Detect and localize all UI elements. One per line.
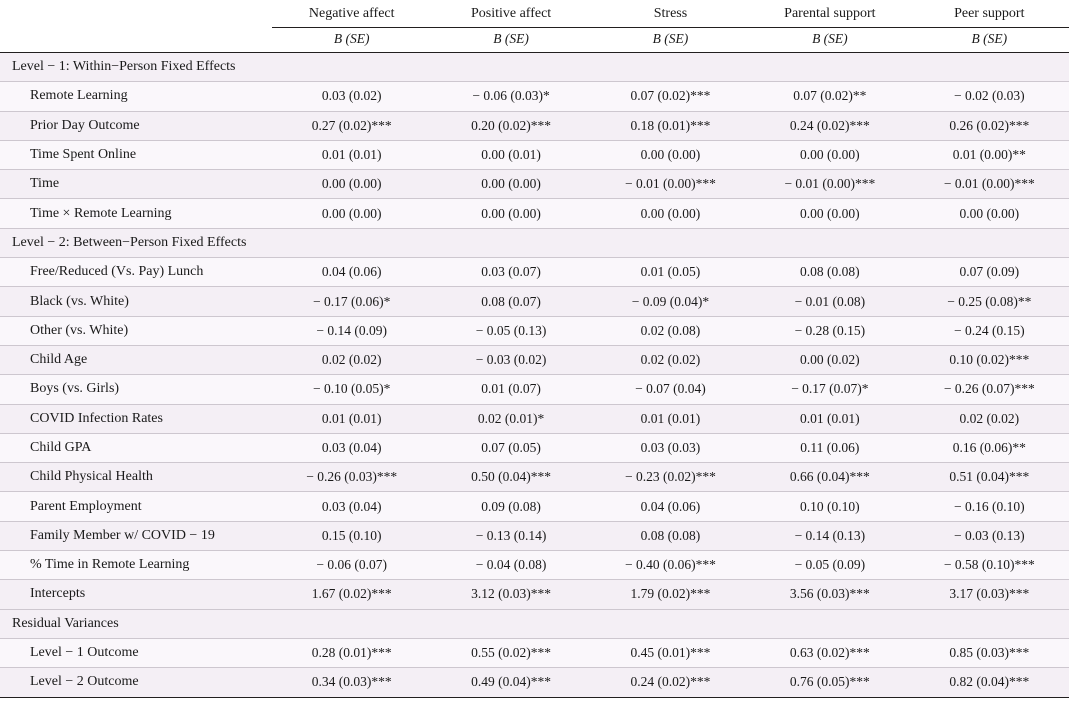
- row-value: 0.24 (0.02)***: [750, 111, 909, 140]
- row-value: − 0.04 (0.08): [431, 551, 590, 580]
- row-value: − 0.03 (0.13): [910, 521, 1069, 550]
- row-value: 0.27 (0.02)***: [272, 111, 431, 140]
- row-value: 0.07 (0.05): [431, 433, 590, 462]
- row-value: 1.67 (0.02)***: [272, 580, 431, 609]
- row-label: Black (vs. White): [0, 287, 272, 316]
- table-row: [0, 345, 1069, 374]
- row-value: 0.03 (0.07): [431, 258, 590, 287]
- row-value: 0.00 (0.01): [431, 140, 590, 169]
- row-value: − 0.28 (0.15): [750, 316, 909, 345]
- column-subheader-positive-affect: B (SE): [493, 31, 529, 46]
- column-header-parental-support: Parental support: [750, 0, 909, 28]
- table-body: [0, 53, 1069, 698]
- row-label: Child Age: [0, 345, 272, 374]
- table-row: [0, 170, 1069, 199]
- row-value: 0.01 (0.05): [591, 258, 750, 287]
- row-value: 0.63 (0.02)***: [750, 638, 909, 667]
- table-row: [0, 551, 1069, 580]
- section-title: Residual Variances: [0, 609, 1069, 638]
- row-value: 0.49 (0.04)***: [431, 668, 590, 697]
- row-value: 3.12 (0.03)***: [431, 580, 590, 609]
- row-value: − 0.14 (0.13): [750, 521, 909, 550]
- table-row: [0, 668, 1069, 697]
- row-value: − 0.09 (0.04)*: [591, 287, 750, 316]
- table-header-row-subheads: [0, 28, 1069, 53]
- row-value: 0.34 (0.03)***: [272, 668, 431, 697]
- row-label: Parent Employment: [0, 492, 272, 521]
- table-row: [0, 404, 1069, 433]
- row-value: 0.24 (0.02)***: [591, 668, 750, 697]
- row-value: 0.10 (0.02)***: [910, 345, 1069, 374]
- row-value: 0.76 (0.05)***: [750, 668, 909, 697]
- row-value: − 0.06 (0.03)*: [431, 82, 590, 111]
- row-value: − 0.24 (0.15): [910, 316, 1069, 345]
- row-value: 0.28 (0.01)***: [272, 638, 431, 667]
- row-value: 0.01 (0.01): [750, 404, 909, 433]
- row-value: 0.02 (0.01)*: [431, 404, 590, 433]
- row-label: Free/Reduced (Vs. Pay) Lunch: [0, 258, 272, 287]
- row-value: − 0.01 (0.00)***: [910, 170, 1069, 199]
- row-value: − 0.16 (0.10): [910, 492, 1069, 521]
- row-value: − 0.02 (0.03): [910, 82, 1069, 111]
- column-header-stress: Stress: [591, 0, 750, 28]
- row-value: 0.00 (0.00): [591, 199, 750, 228]
- row-value: 0.04 (0.06): [591, 492, 750, 521]
- row-label: Remote Learning: [0, 82, 272, 111]
- row-label: Level − 1 Outcome: [0, 638, 272, 667]
- row-value: − 0.05 (0.13): [431, 316, 590, 345]
- section-title: Level − 2: Between−Person Fixed Effects: [0, 228, 1069, 257]
- row-label: Other (vs. White): [0, 316, 272, 345]
- row-value: − 0.26 (0.07)***: [910, 375, 1069, 404]
- table-row: [0, 140, 1069, 169]
- row-value: − 0.25 (0.08)**: [910, 287, 1069, 316]
- row-label: Child Physical Health: [0, 463, 272, 492]
- row-value: 0.07 (0.09): [910, 258, 1069, 287]
- table-row: [0, 258, 1069, 287]
- row-label: Child GPA: [0, 433, 272, 462]
- row-value: 0.00 (0.00): [431, 170, 590, 199]
- table-row: [0, 82, 1069, 111]
- row-value: 0.01 (0.07): [431, 375, 590, 404]
- row-value: 0.18 (0.01)***: [591, 111, 750, 140]
- row-value: 0.09 (0.08): [431, 492, 590, 521]
- column-header-peer-support: Peer support: [910, 0, 1069, 28]
- row-value: − 0.05 (0.09): [750, 551, 909, 580]
- row-label: Time Spent Online: [0, 140, 272, 169]
- table-row: [0, 316, 1069, 345]
- column-subheader-stress: B (SE): [652, 31, 689, 46]
- row-value: 0.82 (0.04)***: [910, 668, 1069, 697]
- row-value: − 0.06 (0.07): [272, 551, 431, 580]
- row-value: 0.16 (0.06)**: [910, 433, 1069, 462]
- column-header-positive-affect: Positive affect: [431, 0, 590, 28]
- row-value: − 0.17 (0.07)*: [750, 375, 909, 404]
- table-header-row-names: [0, 0, 1069, 28]
- row-value: − 0.03 (0.02): [431, 345, 590, 374]
- row-value: 0.04 (0.06): [272, 258, 431, 287]
- row-value: 3.56 (0.03)***: [750, 580, 909, 609]
- table-row: [0, 492, 1069, 521]
- row-value: 0.03 (0.04): [272, 433, 431, 462]
- row-value: 0.00 (0.00): [431, 199, 590, 228]
- row-value: − 0.23 (0.02)***: [591, 463, 750, 492]
- table-row: [0, 199, 1069, 228]
- row-label: COVID Infection Rates: [0, 404, 272, 433]
- row-value: 0.02 (0.02): [591, 345, 750, 374]
- table-subheader-blank: [0, 28, 272, 53]
- column-subheader-negative-affect: B (SE): [333, 31, 370, 46]
- row-value: − 0.07 (0.04): [591, 375, 750, 404]
- row-value: 0.15 (0.10): [272, 521, 431, 550]
- row-value: − 0.10 (0.05)*: [272, 375, 431, 404]
- row-value: − 0.01 (0.00)***: [591, 170, 750, 199]
- table-row: [0, 287, 1069, 316]
- table-row: [0, 580, 1069, 609]
- row-value: − 0.13 (0.14): [431, 521, 590, 550]
- row-value: 0.00 (0.00): [591, 140, 750, 169]
- row-value: 0.00 (0.02): [750, 345, 909, 374]
- row-value: 3.17 (0.03)***: [910, 580, 1069, 609]
- row-value: 0.01 (0.01): [272, 404, 431, 433]
- row-value: 0.66 (0.04)***: [750, 463, 909, 492]
- table-row: [0, 463, 1069, 492]
- section-header-row: [0, 609, 1069, 638]
- section-title: Level − 1: Within−Person Fixed Effects: [0, 53, 1069, 82]
- row-value: 0.03 (0.02): [272, 82, 431, 111]
- row-value: 0.00 (0.00): [750, 140, 909, 169]
- row-value: 0.20 (0.02)***: [431, 111, 590, 140]
- row-value: 0.03 (0.03): [591, 433, 750, 462]
- row-value: 0.00 (0.00): [910, 199, 1069, 228]
- row-value: 0.00 (0.00): [272, 170, 431, 199]
- row-label: Time × Remote Learning: [0, 199, 272, 228]
- table-row: [0, 375, 1069, 404]
- section-header-row: [0, 53, 1069, 82]
- table-row: [0, 521, 1069, 550]
- row-label: % Time in Remote Learning: [0, 551, 272, 580]
- row-value: 0.02 (0.02): [910, 404, 1069, 433]
- row-value: 0.03 (0.04): [272, 492, 431, 521]
- table-corner-header: [0, 0, 272, 28]
- row-value: 0.02 (0.08): [591, 316, 750, 345]
- row-value: 1.79 (0.02)***: [591, 580, 750, 609]
- row-value: 0.55 (0.02)***: [431, 638, 590, 667]
- row-value: 0.85 (0.03)***: [910, 638, 1069, 667]
- row-value: 0.07 (0.02)**: [750, 82, 909, 111]
- row-value: 0.11 (0.06): [750, 433, 909, 462]
- row-label: Boys (vs. Girls): [0, 375, 272, 404]
- column-subheader-parental-support: B (SE): [812, 31, 848, 46]
- row-value: 0.08 (0.08): [591, 521, 750, 550]
- row-value: 0.51 (0.04)***: [910, 463, 1069, 492]
- row-label: Prior Day Outcome: [0, 111, 272, 140]
- column-header-negative-affect: Negative affect: [272, 0, 431, 28]
- row-value: − 0.40 (0.06)***: [591, 551, 750, 580]
- row-value: 0.26 (0.02)***: [910, 111, 1069, 140]
- row-label: Time: [0, 170, 272, 199]
- row-value: 0.08 (0.08): [750, 258, 909, 287]
- table-row: [0, 638, 1069, 667]
- row-value: 0.08 (0.07): [431, 287, 590, 316]
- row-value: 0.50 (0.04)***: [431, 463, 590, 492]
- row-value: − 0.26 (0.03)***: [272, 463, 431, 492]
- row-label: Intercepts: [0, 580, 272, 609]
- row-value: − 0.14 (0.09): [272, 316, 431, 345]
- row-value: 0.07 (0.02)***: [591, 82, 750, 111]
- table-row: [0, 111, 1069, 140]
- table-row: [0, 433, 1069, 462]
- section-header-row: [0, 228, 1069, 257]
- row-value: 0.10 (0.10): [750, 492, 909, 521]
- row-value: 0.00 (0.00): [272, 199, 431, 228]
- row-value: − 0.01 (0.08): [750, 287, 909, 316]
- row-value: 0.45 (0.01)***: [591, 638, 750, 667]
- row-value: − 0.58 (0.10)***: [910, 551, 1069, 580]
- row-value: 0.01 (0.01): [272, 140, 431, 169]
- row-label: Family Member w/ COVID − 19: [0, 521, 272, 550]
- table-header: [0, 0, 1069, 53]
- row-value: 0.01 (0.01): [591, 404, 750, 433]
- row-value: − 0.01 (0.00)***: [750, 170, 909, 199]
- row-value: 0.02 (0.02): [272, 345, 431, 374]
- row-value: − 0.17 (0.06)*: [272, 287, 431, 316]
- column-subheader-peer-support: B (SE): [971, 31, 1008, 46]
- row-label: Level − 2 Outcome: [0, 668, 272, 697]
- row-value: 0.00 (0.00): [750, 199, 909, 228]
- row-value: 0.01 (0.00)**: [910, 140, 1069, 169]
